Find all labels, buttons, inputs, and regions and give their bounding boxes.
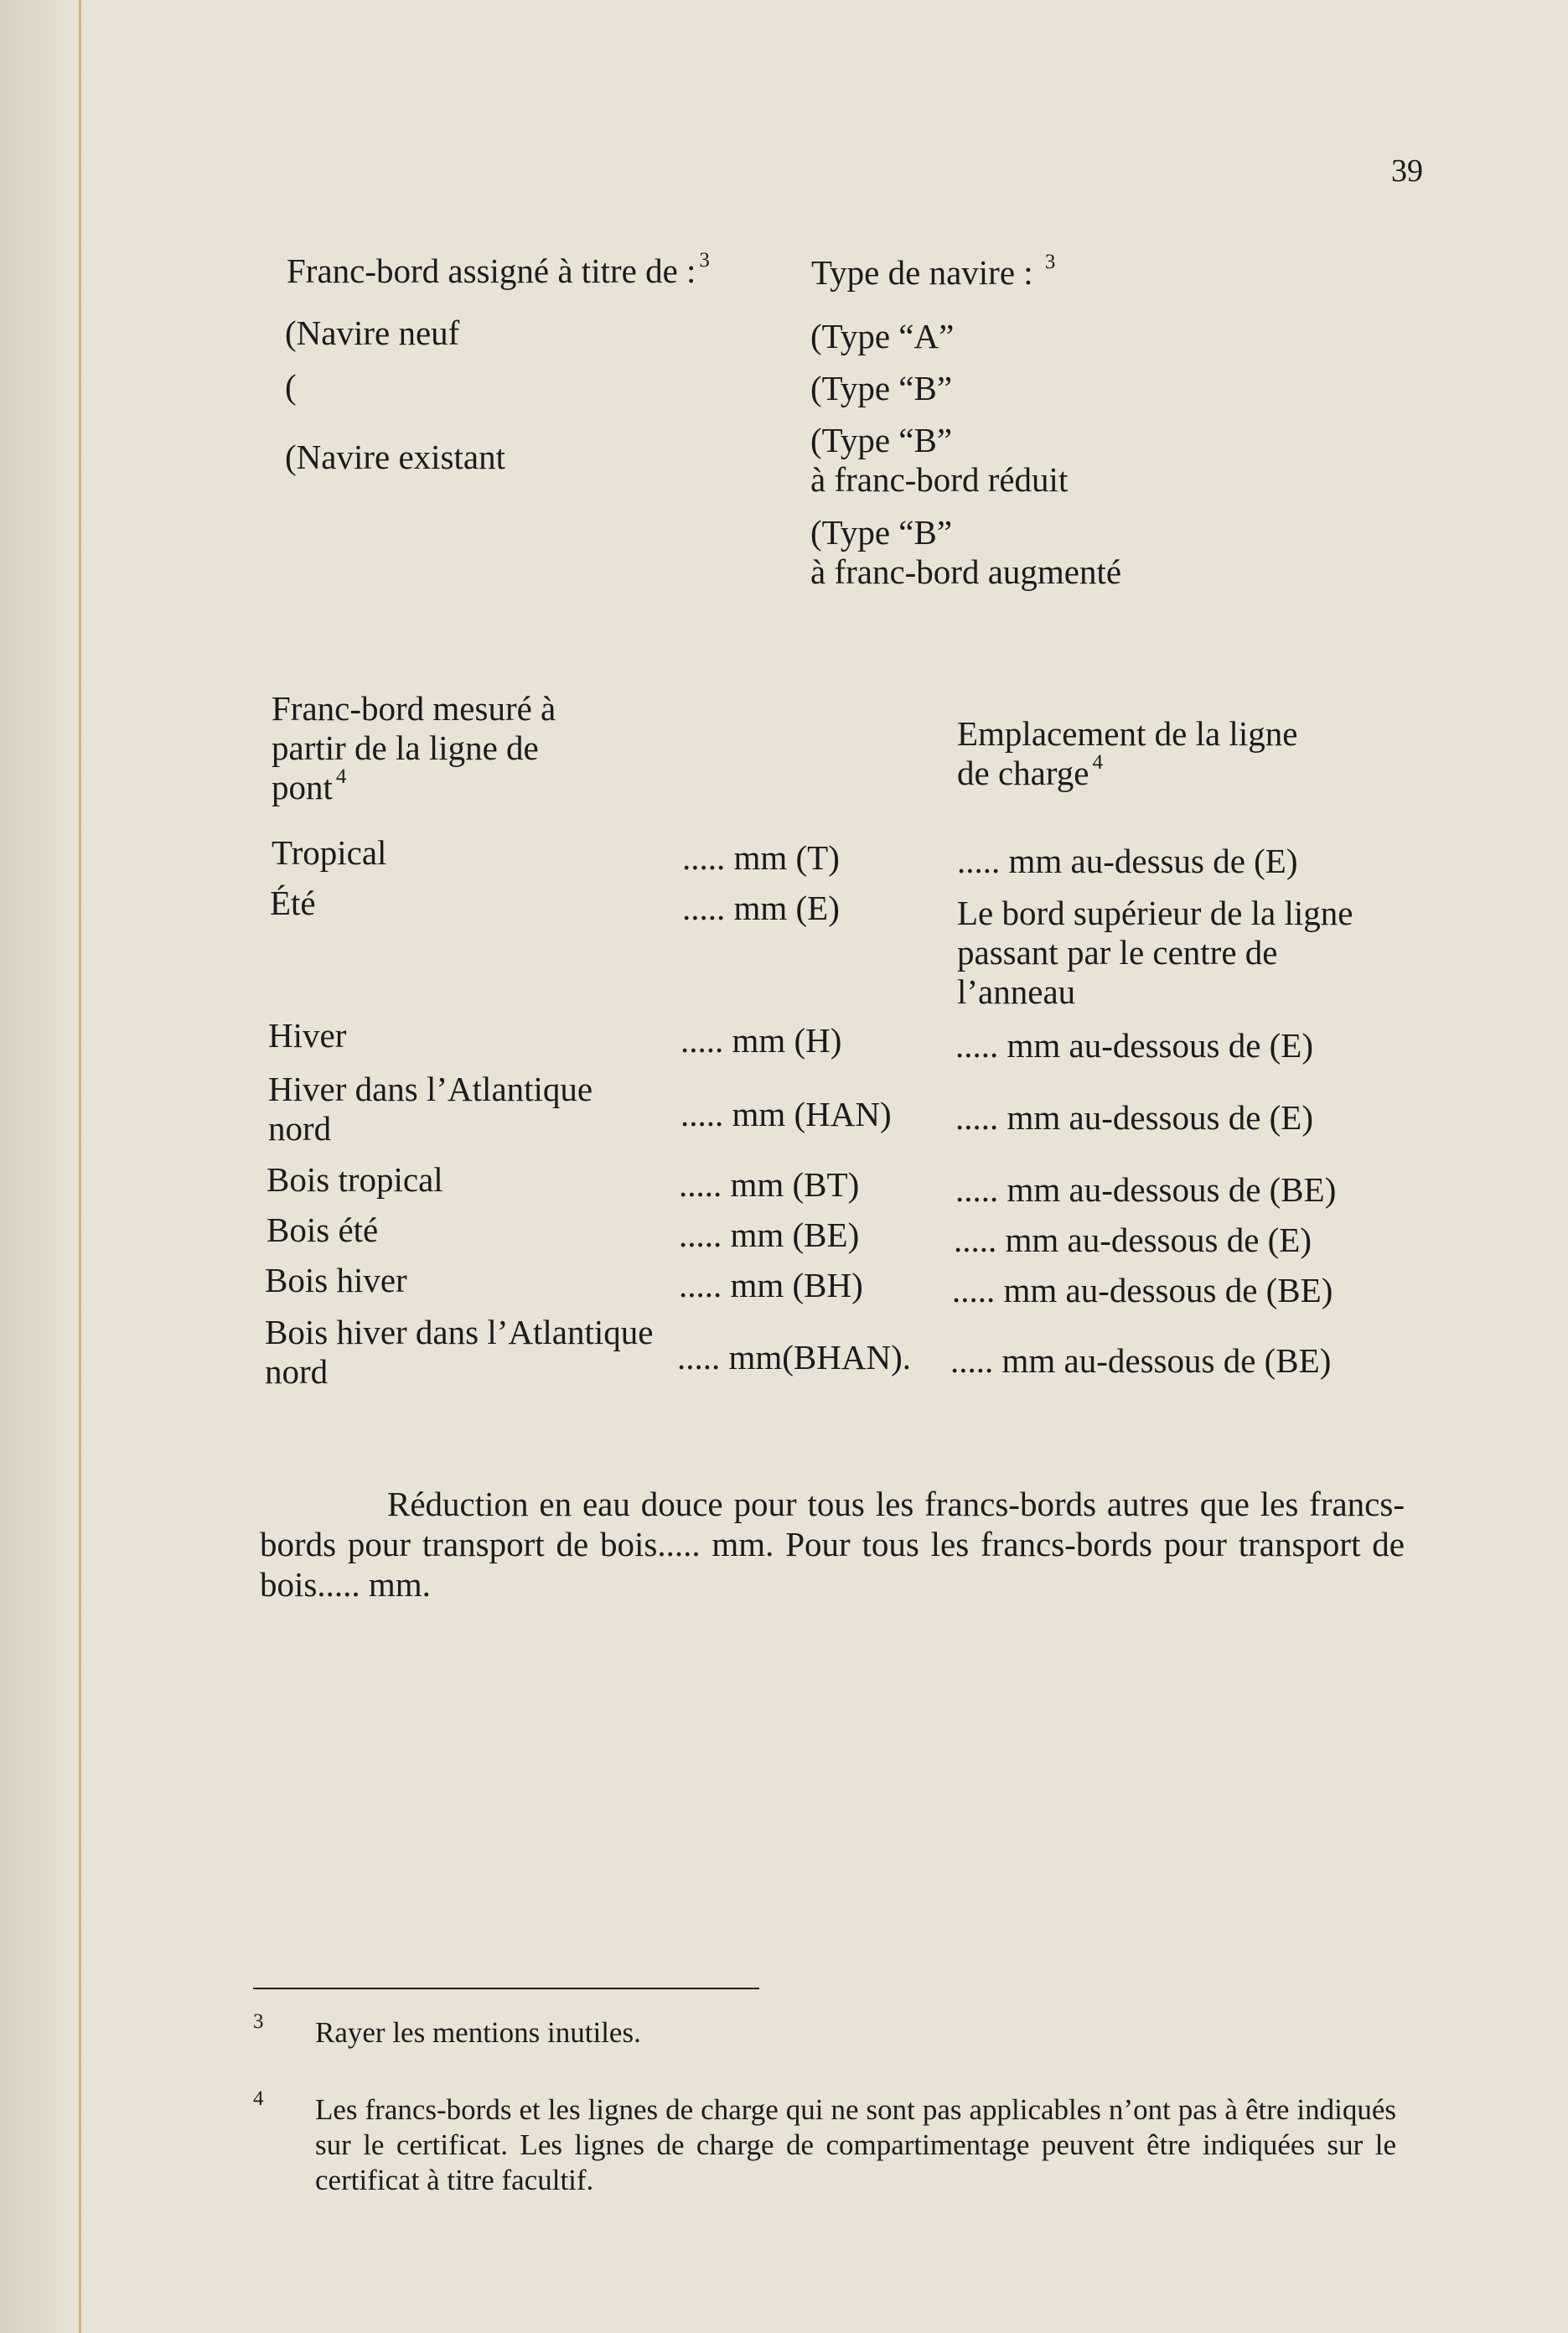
ship-type-b-increased: (Type “B” à franc-bord augmenté: [810, 513, 1122, 591]
page-number: 39: [1391, 153, 1423, 189]
row-value-timber-tropical: ..... mm (BT): [679, 1165, 860, 1204]
ship-type-b: (Type “B”: [810, 369, 953, 407]
option-existing-ship: (Navire existant: [285, 438, 505, 476]
ship-type-a: (Type “A”: [810, 317, 955, 355]
row-location-tropical: ..... mm au-dessus de (E): [957, 842, 1298, 880]
row-location-winter-north-atlantic: ..... mm au-dessous de (E): [955, 1098, 1313, 1137]
row-value-winter-north-atlantic: ..... mm (HAN): [681, 1095, 892, 1133]
footnote-separator: [253, 1988, 759, 1989]
ship-type-label: Type de navire : $^3$: [811, 251, 1056, 292]
book-spine-line: [79, 0, 81, 2333]
ship-type-b-reduced: (Type “B” à franc-bord réduit: [810, 421, 1069, 499]
freeboard-header: Franc-bord mesuré à partir de la ligne de pont $^4$: [272, 689, 556, 806]
row-location-winter: ..... mm au-dessous de (E): [955, 1026, 1313, 1065]
row-name-winter-north-atlantic: Hiver dans l’Atlantique nord: [268, 1070, 593, 1148]
row-name-timber-summer: Bois été: [267, 1211, 379, 1249]
row-name-summer: Été: [270, 884, 316, 922]
row-location-timber-winter-north-atlantic: ..... mm au-dessous de (BE): [950, 1341, 1332, 1380]
row-location-timber-winter: ..... mm au-dessous de (BE): [952, 1271, 1333, 1309]
row-location-timber-summer: ..... mm au-dessous de (E): [954, 1221, 1312, 1259]
row-value-timber-summer: ..... mm (BE): [679, 1216, 860, 1254]
footnote-4-text: Les francs-bords et les lignes de charge qui ne sont pas applicables n’ont pas à être indiqués sur le certificat. Les lignes de charge de compartimentage peuvent être indiquées sur le certificat à titre facultif.: [315, 2093, 1396, 2196]
fresh-water-paragraph: Réduction en eau douce pour tous les francs-bords autres que les francs-bords pour transport de bois..... mm. Pour tous les francs-bords pour transport de bois..... mm.: [260, 1485, 1405, 1604]
row-value-timber-winter-north-atlantic: ..... mm(BHAN).: [677, 1338, 912, 1376]
option-new-ship: (Navire neuf: [285, 314, 460, 352]
page-edge: [0, 0, 84, 2333]
row-value-timber-winter: ..... mm (BH): [679, 1266, 863, 1304]
row-value-summer: ..... mm (E): [682, 889, 840, 927]
freeboard-assigned-label: Franc-bord assigné à titre de : $^3$: [287, 249, 710, 290]
row-location-summer: Le bord supérieur de la ligne passant par le centre de l’anneau: [957, 894, 1353, 1011]
row-name-winter: Hiver: [268, 1016, 347, 1055]
row-name-tropical: Tropical: [272, 833, 387, 872]
row-location-timber-tropical: ..... mm au-dessous de (BE): [955, 1170, 1337, 1209]
load-line-location-header: Emplacement de la ligne de charge $^4$: [957, 714, 1298, 792]
row-value-winter: ..... mm (H): [681, 1021, 842, 1060]
row-name-timber-winter: Bois hiver: [265, 1261, 407, 1299]
row-value-tropical: ..... mm (T): [682, 838, 840, 877]
row-name-timber-winter-north-atlantic: Bois hiver dans l’Atlantique nord: [265, 1313, 654, 1391]
option-bracket: (: [285, 367, 297, 406]
footnote-4-number: 4: [253, 2087, 264, 2110]
footnote-3-number: 3: [253, 2010, 264, 2033]
footnote-3-text: Rayer les mentions inutiles.: [315, 2016, 641, 2049]
row-name-timber-tropical: Bois tropical: [267, 1160, 443, 1199]
